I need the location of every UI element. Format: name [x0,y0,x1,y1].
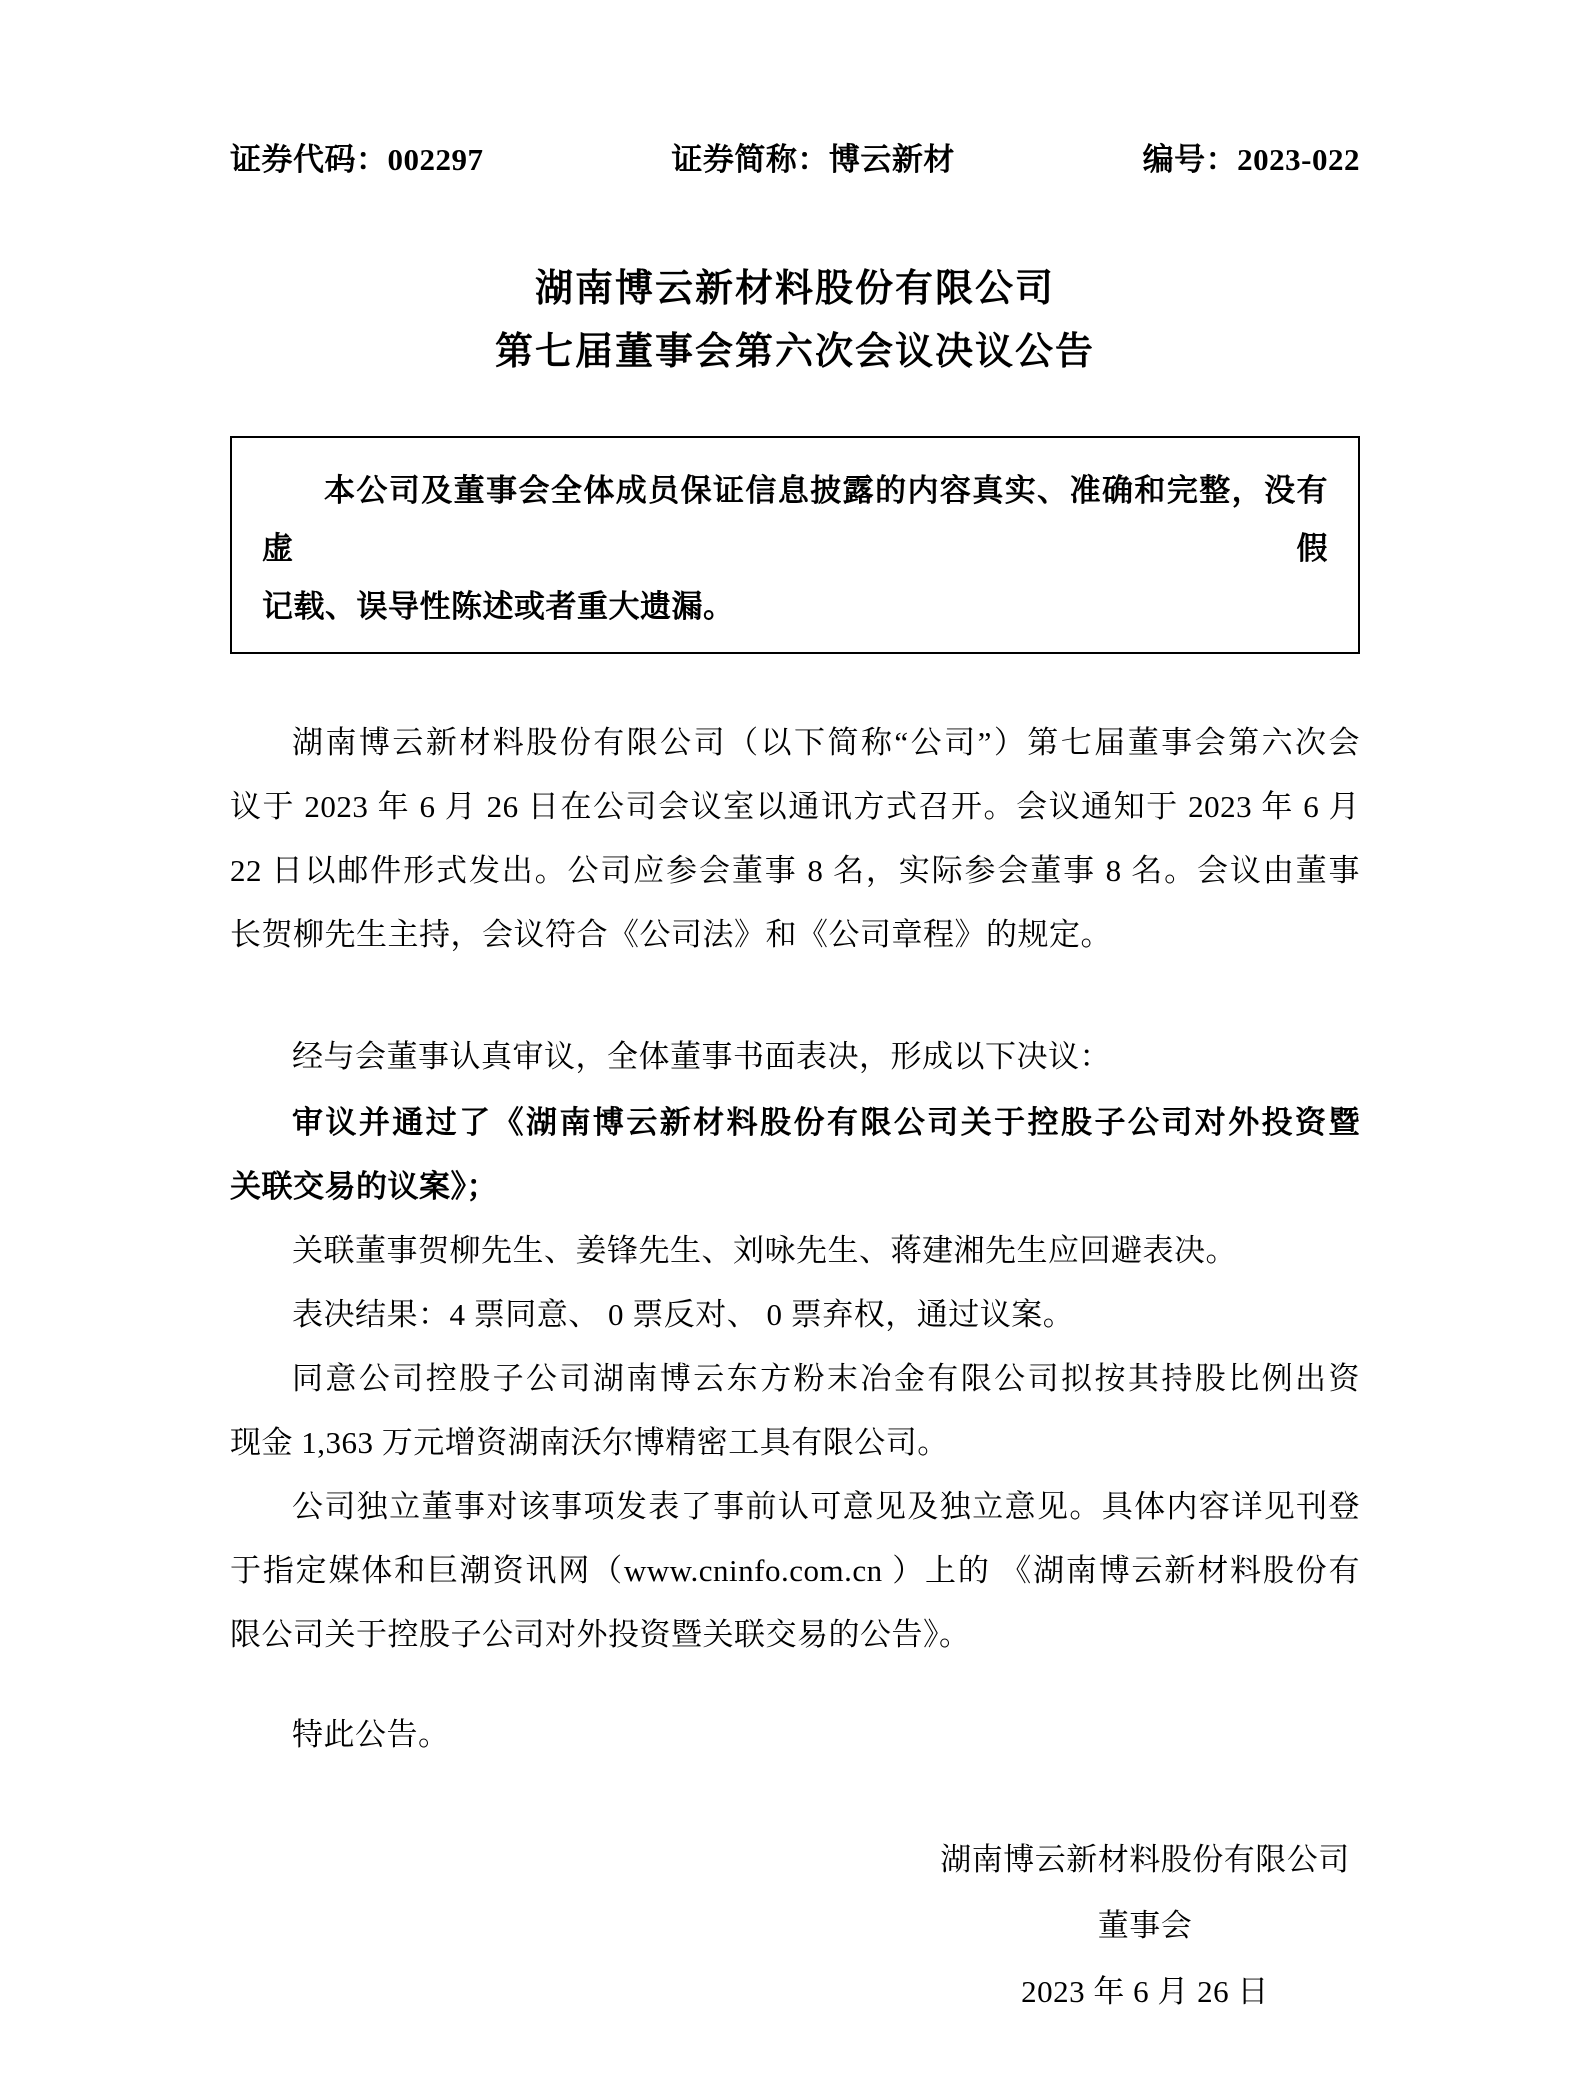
signature-block [930,1827,1360,2025]
text-line: 经与会董事认真审议，全体董事书面表决，形成以下决议： [292,1039,1111,1074]
paragraph-recusal [230,1219,1360,1283]
stock-code: 证券代码：002297 [230,142,484,177]
disclaimer-box [230,436,1360,654]
paragraph-resolution-intro [230,1025,1360,1089]
text-line: 关联董事贺柳先生、姜锋先生、刘咏先生、蒋建湘先生应回避表决。 [292,1233,1237,1268]
doc-header [230,140,1360,180]
paragraph-meeting [230,711,1360,967]
text-line: 湖南博云新材料股份有限公司（以下简称“公司”）第七届董事会第六次会 [292,725,1360,760]
text-line: 审议并通过了《湖南博云新材料股份有限公司关于控股子公司对外投资暨 [292,1105,1360,1140]
doc-title-subject: 第七届董事会第六次会议决议公告 [494,331,1095,373]
paragraph-investment [230,1347,1360,1475]
text-line: 同意公司控股子公司湖南博云东方粉末冶金有限公司拟按其持股比例出资 [292,1361,1360,1396]
text-line: 关联交易的议案》； [230,1169,498,1204]
doc-title [230,258,1360,384]
signature-board: 董事会 [1097,1908,1193,1943]
text-line: 于指定媒体和巨潮资讯网（www.cninfo.com.cn ）上的 《湖南博云新材料股份有 [230,1553,1360,1588]
text-line: 22 日以邮件形式发出。公司应参会董事 8 名，实际参会董事 8 名。会议由董事 [230,853,1360,888]
doc-number: 编号：2023-022 [1142,142,1360,177]
text-line: 表决结果：4 票同意、 0 票反对、 0 票弃权，通过议案。 [292,1297,1075,1332]
text-line: 现金 1,363 万元增资湖南沃尔博精密工具有限公司。 [230,1425,949,1460]
text-line: 议于 2023 年 6 月 26 日在公司会议室以通讯方式召开。会议通知于 2023 年 6 月 [230,789,1360,824]
paragraph-vote-result [230,1283,1360,1347]
paragraph-notice [230,1703,1360,1767]
stock-abbr: 证券简称：博云新材 [671,142,955,177]
text-line: 特此公告。 [292,1717,450,1752]
text-line: 公司独立董事对该事项发表了事前认可意见及独立意见。具体内容详见刊登 [292,1489,1360,1524]
disclaimer-line: 记载、误导性陈述或者重大遗漏。 [262,589,735,624]
paragraph-independent-opinion [230,1475,1360,1667]
text-line: 限公司关于控股子公司对外投资暨关联交易的公告》。 [230,1617,971,1652]
paragraph-proposal [230,1091,1360,1219]
text-line: 长贺柳先生主持，会议符合《公司法》和《公司章程》的规定。 [230,917,1112,952]
doc-title-company: 湖南博云新材料股份有限公司 [534,268,1055,310]
disclaimer-line: 本公司及董事会全体成员保证信息披露的内容真实、准确和完整，没有虚假 [262,473,1328,566]
signature-company: 湖南博云新材料股份有限公司 [940,1842,1350,1877]
signature-date: 2023 年 6 月 26 日 [1021,1974,1269,2009]
